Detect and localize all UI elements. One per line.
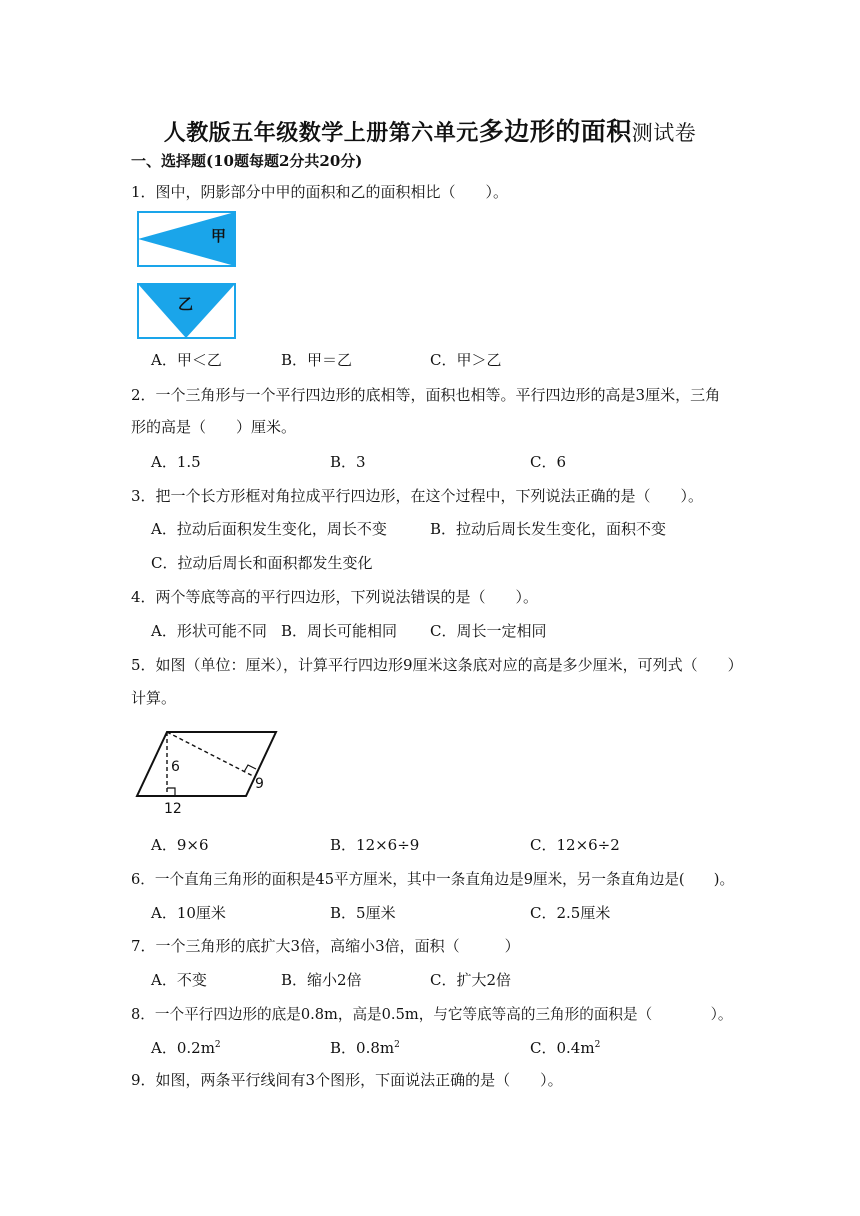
- q2-option-c[interactable]: C．6: [530, 453, 567, 471]
- q3-option-a[interactable]: A．拉动后面积发生变化，周长不变: [151, 520, 387, 538]
- q3-option-b[interactable]: B．拉动后周长发生变化，面积不变: [430, 520, 667, 538]
- label-yi: 乙: [178, 295, 194, 313]
- page-title: [0, 112, 860, 148]
- q4-option-a[interactable]: A．形状可能不同: [151, 622, 267, 640]
- q8-option-b[interactable]: [330, 1037, 400, 1058]
- question-4-text: 4．两个等底等高的平行四边形，下列说法错误的是（ ）。: [131, 588, 539, 606]
- q6-option-b[interactable]: B．5厘米: [330, 904, 396, 922]
- question-2-line-2: 形的高是（ ）厘米。: [131, 418, 297, 436]
- q2-option-a[interactable]: A．1.5: [151, 453, 201, 471]
- q6-option-c[interactable]: C．2.5厘米: [530, 904, 611, 922]
- question-5-line-2: 计算。: [131, 689, 177, 707]
- label-9: 9: [255, 776, 264, 792]
- right-angle-mark-side: [244, 765, 256, 772]
- q4-option-b[interactable]: B．周长可能相同: [281, 622, 398, 640]
- q4-option-c[interactable]: C．周长一定相同: [430, 622, 547, 640]
- title-part-2: 多边形的面积: [478, 117, 632, 146]
- q2-option-b[interactable]: B．3: [330, 453, 366, 471]
- q1-option-b[interactable]: B．甲＝乙: [281, 351, 353, 369]
- title-part-3: 测试卷: [631, 121, 697, 145]
- q3-option-c[interactable]: C．拉动后周长和面积都发生变化: [151, 554, 373, 572]
- q8-option-b-text: B．0.8m: [330, 1039, 395, 1057]
- question-8-text: 8．一个平行四边形的底是0.8m，高是0.5m，与它等底等高的三角形的面积是（ ）。: [131, 1006, 733, 1023]
- question-5-parallelogram-figure: [130, 724, 282, 820]
- q5-option-a[interactable]: A．9×6: [151, 836, 209, 854]
- title-part-1: 人教版五年级数学上册第六单元: [163, 120, 479, 146]
- q8-option-a-sup: 2: [214, 1040, 221, 1050]
- question-1-figure: [136, 210, 240, 340]
- question-9-text: 9．如图，两条平行线间有3个图形，下面说法正确的是（ ）。: [131, 1071, 563, 1089]
- q7-option-b[interactable]: B．缩小2倍: [281, 971, 362, 989]
- question-1-text: 1．图中，阴影部分中甲的面积和乙的面积相比（ ）。: [131, 183, 509, 201]
- q7-option-c[interactable]: C．扩大2倍: [430, 971, 512, 989]
- q8-option-c[interactable]: [530, 1037, 600, 1058]
- question-3-text: 3．把一个长方形框对角拉成平行四边形，在这个过程中，下列说法正确的是（ ）。: [131, 487, 704, 505]
- q7-option-a[interactable]: A．不变: [151, 971, 207, 989]
- q1-option-c[interactable]: C．甲＞乙: [430, 351, 502, 369]
- section-heading: 一、选择题(10题每题2分共20分): [131, 152, 363, 170]
- q8-option-c-sup: 2: [594, 1040, 601, 1050]
- question-6-text: 6．一个直角三角形的面积是45平方厘米，其中一条直角边是9厘米，另一条直角边是( )。: [131, 871, 735, 888]
- label-6: 6: [171, 759, 180, 775]
- q6-option-a[interactable]: A．10厘米: [151, 904, 226, 922]
- label-12: 12: [164, 801, 182, 817]
- q8-option-b-sup: 2: [394, 1040, 400, 1050]
- question-2-line-1: 2．一个三角形与一个平行四边形的底相等，面积也相等。平行四边形的高是3厘米，三角: [131, 386, 721, 404]
- q1-option-a[interactable]: A．甲＜乙: [151, 351, 222, 369]
- q8-option-a-text: A．0.2m: [151, 1039, 215, 1057]
- right-angle-mark-bottom: [167, 788, 175, 796]
- q8-option-c-text: C．0.4m: [530, 1039, 595, 1057]
- question-5-line-1: 5．如图（单位：厘米），计算平行四边形9厘米这条底对应的高是多少厘米，可列式（ ）: [131, 656, 743, 674]
- q5-option-c[interactable]: C．12×6÷2: [530, 836, 620, 854]
- q5-option-b[interactable]: B．12×6÷9: [330, 836, 420, 854]
- label-jia: 甲: [211, 227, 227, 245]
- q8-option-a[interactable]: [151, 1037, 221, 1058]
- question-7-text: 7．一个三角形的底扩大3倍，高缩小3倍，面积（ ）: [131, 937, 520, 955]
